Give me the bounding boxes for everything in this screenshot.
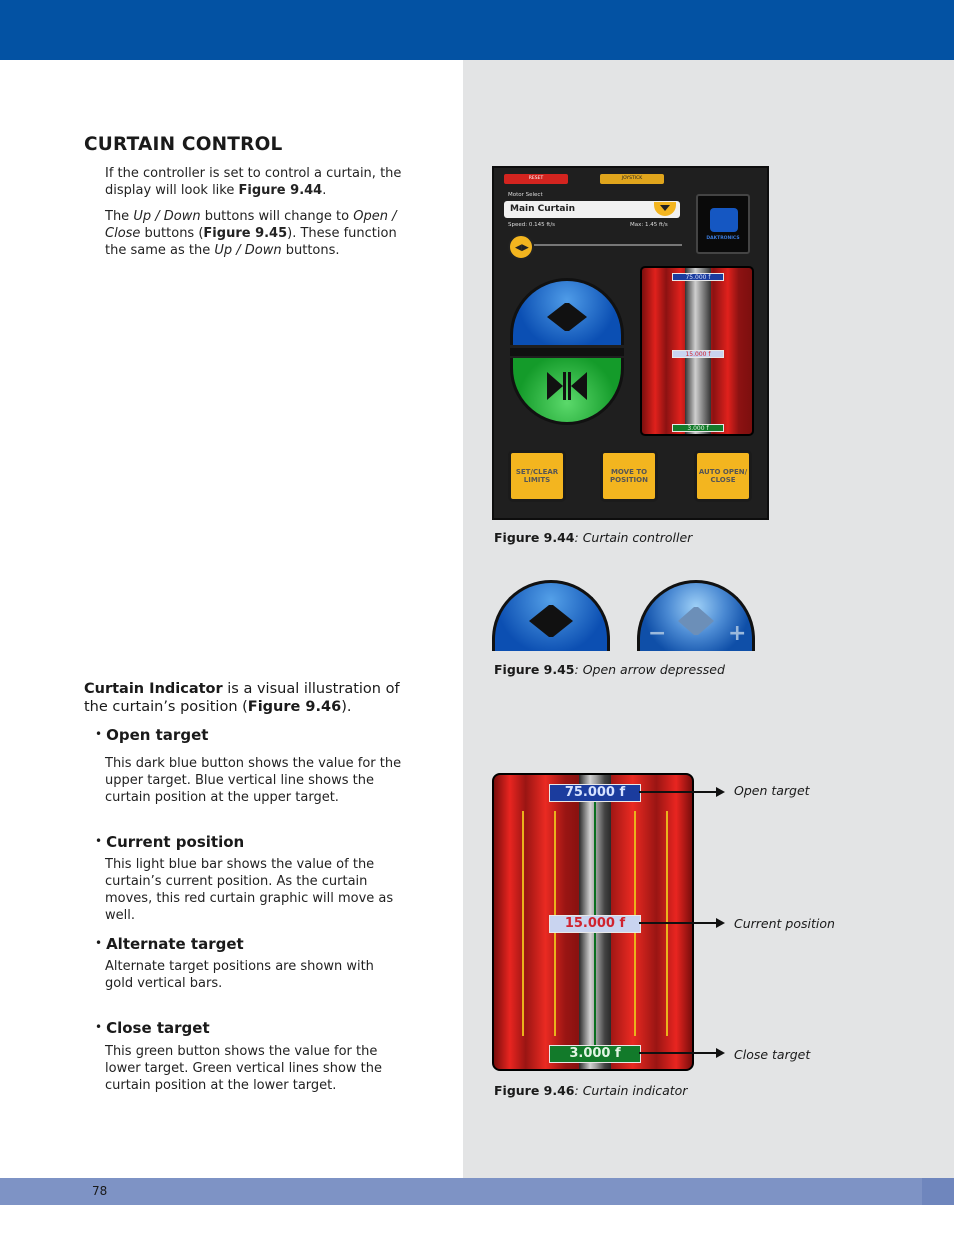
close-button[interactable] xyxy=(510,358,624,425)
open-target-tag[interactable]: 75.000 f xyxy=(672,273,724,281)
bullet-open-target-text: This dark blue button shows the value for the upper target. Blue vertical line shows the curtain position at the upper target. xyxy=(105,756,402,805)
intro-paragraph-1: If the controller is set to control a curtain, the display will look like Figure 9.44. xyxy=(105,166,402,198)
indicator-lead: Curtain Indicator is a visual illustration of the curtain’s position (Figure 9.46). xyxy=(84,681,400,715)
joystick-button[interactable]: JOYSTICK xyxy=(600,174,664,184)
close-target-annotation: Close target xyxy=(734,1047,811,1062)
current-position-annotation: Current position xyxy=(734,916,835,931)
open-button[interactable] xyxy=(510,278,624,345)
current-position-tag: 15.000 f xyxy=(672,350,724,358)
open-arrows-icon xyxy=(495,583,607,651)
open-arrows-icon xyxy=(513,281,621,345)
footer-bar xyxy=(0,1178,954,1205)
open-target-pointer xyxy=(639,791,723,793)
plus-icon: + xyxy=(728,621,747,646)
reset-button[interactable]: RESET xyxy=(504,174,568,184)
left-right-arrows-icon: ◀▶ xyxy=(515,243,529,253)
speed-slider-track[interactable] xyxy=(534,244,682,246)
current-position-tag: 15.000 f xyxy=(549,915,641,933)
figure-9-45-caption: Figure 9.45: Open arrow depressed xyxy=(494,662,725,677)
bullet-alternate-target: • Alternate target xyxy=(95,935,244,953)
close-target-tag[interactable]: 3.000 f xyxy=(672,424,724,432)
motor-select-label: Motor Select xyxy=(508,192,543,198)
open-button-depressed[interactable] xyxy=(637,580,755,651)
open-button-normal[interactable] xyxy=(492,580,610,651)
motor-select-dropdown[interactable] xyxy=(504,201,680,218)
alternate-target-line xyxy=(522,811,524,1036)
figure-9-46-caption: Figure 9.46: Curtain indicator xyxy=(494,1083,688,1098)
close-arrows-icon xyxy=(513,358,621,422)
current-position-pointer xyxy=(639,922,723,924)
bullet-close-target-text: This green button shows the value for the lower target. Green vertical lines show the curtain position at the lower target. xyxy=(105,1044,382,1093)
intro-paragraph-2: The Up / Down buttons will change to Open / Close buttons (Figure 9.45). These function the same as the Up / Down buttons. xyxy=(105,209,397,258)
max-speed-readout: Max: 1.45 ft/s xyxy=(630,222,668,228)
speed-readout: Speed: 0.145 ft/s xyxy=(508,222,556,228)
bullet-close-target: • Close target xyxy=(95,1019,210,1037)
auto-open-close-button[interactable]: AUTO OPEN/ CLOSE xyxy=(694,450,752,502)
open-target-annotation: Open target xyxy=(734,783,810,798)
move-to-position-button[interactable]: MOVE TO POSITION xyxy=(600,450,658,502)
daktronics-logo xyxy=(696,194,750,254)
chevron-down-icon[interactable] xyxy=(654,202,676,216)
alternate-target-line xyxy=(666,811,668,1036)
button-gap xyxy=(510,348,624,356)
logo-mark-icon xyxy=(710,208,738,232)
bullet-alternate-target-text: Alternate target positions are shown with gold vertical bars. xyxy=(105,959,374,991)
curtain-indicator-small xyxy=(640,266,754,436)
curtain-controller-figure xyxy=(492,166,769,520)
bullet-current-position: • Current position xyxy=(95,833,245,851)
bullet-current-position-text: This light blue bar shows the value of the curtain’s current position. As the curtain moves, this red curtain graphic will move as well. xyxy=(105,857,394,923)
speed-slider-handle[interactable] xyxy=(508,234,534,260)
close-target-tag[interactable]: 3.000 f xyxy=(549,1045,641,1063)
set-clear-limits-button[interactable]: SET/CLEAR LIMITS xyxy=(508,450,566,502)
open-target-tag[interactable]: 75.000 f xyxy=(549,784,641,802)
minus-icon: − xyxy=(648,621,667,646)
page-number: 78 xyxy=(92,1184,108,1198)
figure-9-44-caption: Figure 9.44: Curtain controller xyxy=(494,530,693,545)
motor-select-value: Main Curtain xyxy=(510,204,575,214)
footer-bar-end xyxy=(922,1178,954,1205)
bullet-open-target: • Open target xyxy=(95,726,209,744)
logo-text: DAKTRONICS xyxy=(706,236,740,241)
header-bar xyxy=(0,0,954,60)
section-title: CURTAIN CONTROL xyxy=(84,134,283,155)
close-target-pointer xyxy=(639,1052,723,1054)
